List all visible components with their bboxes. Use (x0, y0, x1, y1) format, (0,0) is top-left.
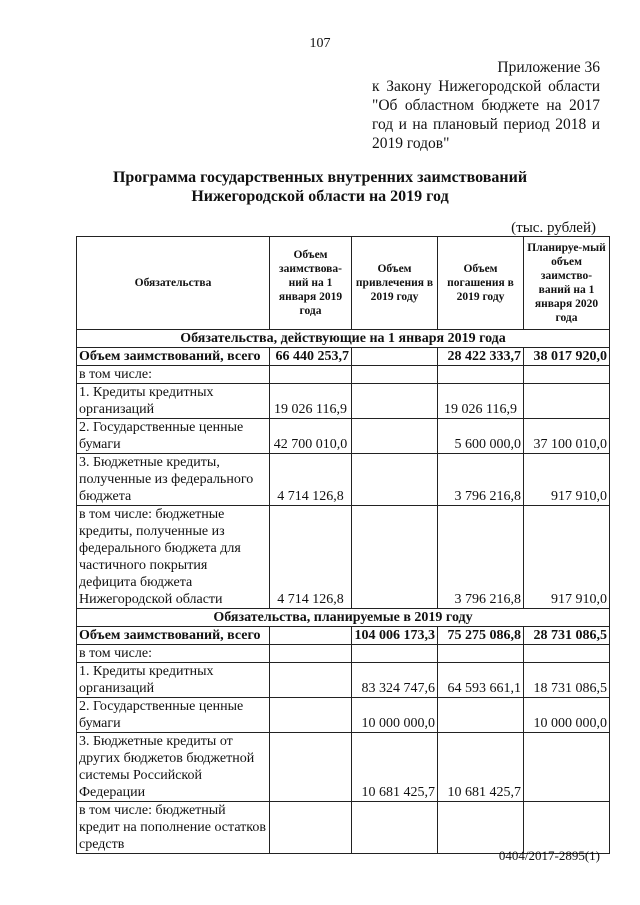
header-volume-jan-2020: Планируе-мый объем заимство-ваний на 1 января 2020 года (524, 237, 610, 330)
cell-attraction: 104 006 173,3 (352, 627, 438, 645)
page-number: 107 (309, 36, 331, 51)
cell-attraction (352, 802, 438, 854)
cell-repayment: 10 681 425,7 (438, 733, 524, 802)
section-heading: Обязательства, действующие на 1 января 2019 года (77, 330, 610, 348)
cell-repayment: 3 796 216,8 (438, 454, 524, 506)
row-label: в том числе: (77, 366, 270, 384)
appendix-line: "Об областном бюджете на 2017 (372, 97, 600, 114)
cell-volume-jan-2019 (270, 663, 352, 698)
document-title (0, 168, 640, 206)
cell-repayment (438, 698, 524, 733)
cell-repayment: 5 600 000,0 (438, 419, 524, 454)
table-header-row (77, 237, 610, 330)
row-label: 3. Бюджетные кредиты, полученные из федерального бюджета (77, 454, 270, 506)
cell-attraction (352, 645, 438, 663)
row-label: в том числе: бюджетный кредит на пополнение остатков средств (77, 802, 270, 854)
cell-attraction (352, 366, 438, 384)
cell-volume-jan-2019: 66 440 253,7 (270, 348, 352, 366)
document-code: 0404/2017-2895(1) (498, 848, 600, 863)
appendix-note (372, 58, 600, 153)
header-volume-jan-2019: Объем заимствова-ний на 1 января 2019 года (270, 237, 352, 330)
units-note: (тыс. рублей) (511, 220, 596, 236)
cell-volume-jan-2020 (524, 645, 610, 663)
appendix-line: 2019 годов" (372, 135, 450, 152)
cell-volume-jan-2019 (270, 698, 352, 733)
table-row (77, 733, 610, 802)
cell-volume-jan-2020 (524, 733, 610, 802)
row-label: 1. Кредиты кредитных организаций (77, 384, 270, 419)
cell-repayment (438, 366, 524, 384)
table-row (77, 802, 610, 854)
cell-volume-jan-2020: 28 731 086,5 (524, 627, 610, 645)
row-label: 3. Бюджетные кредиты от других бюджетов бюджетной системы Российской Федерации (77, 733, 270, 802)
cell-volume-jan-2019 (270, 733, 352, 802)
cell-attraction: 10 000 000,0 (352, 698, 438, 733)
appendix-line: Приложение 36 (497, 59, 600, 76)
cell-repayment: 28 422 333,7 (438, 348, 524, 366)
header-attraction-2019: Объем привлечения в 2019 году (352, 237, 438, 330)
cell-volume-jan-2019 (270, 366, 352, 384)
cell-attraction (352, 454, 438, 506)
cell-attraction (352, 506, 438, 609)
cell-volume-jan-2020: 18 731 086,5 (524, 663, 610, 698)
cell-volume-jan-2019: 42 700 010,0 (270, 419, 352, 454)
cell-volume-jan-2020 (524, 366, 610, 384)
table-row (77, 384, 610, 419)
appendix-line: к Закону Нижегородской области (372, 78, 600, 95)
cell-repayment: 19 026 116,9 (438, 384, 524, 419)
cell-attraction (352, 348, 438, 366)
cell-volume-jan-2019 (270, 802, 352, 854)
cell-volume-jan-2020: 917 910,0 (524, 506, 610, 609)
section-row (77, 330, 610, 348)
row-label: 2. Государственные ценные бумаги (77, 419, 270, 454)
cell-volume-jan-2020: 917 910,0 (524, 454, 610, 506)
cell-volume-jan-2019 (270, 627, 352, 645)
row-label: в том числе: бюджетные кредиты, полученные из федерального бюджета для частичного покрытия дефицита бюджета Нижегородской области (77, 506, 270, 609)
cell-repayment (438, 645, 524, 663)
cell-attraction (352, 419, 438, 454)
cell-repayment: 3 796 216,8 (438, 506, 524, 609)
header-obligations: Обязательства (77, 237, 270, 330)
title-line-2: Нижегородской области на 2019 год (191, 188, 449, 205)
section-row (77, 609, 610, 627)
cell-attraction (352, 384, 438, 419)
cell-repayment (438, 802, 524, 854)
table-row (77, 348, 610, 366)
cell-repayment: 75 275 086,8 (438, 627, 524, 645)
section-heading: Обязательства, планируемые в 2019 году (77, 609, 610, 627)
table-row (77, 366, 610, 384)
row-label: Объем заимствований, всего (77, 348, 270, 366)
cell-volume-jan-2020: 37 100 010,0 (524, 419, 610, 454)
cell-volume-jan-2020 (524, 384, 610, 419)
table-row (77, 645, 610, 663)
cell-volume-jan-2019 (270, 645, 352, 663)
appendix-line: год и на плановый период 2018 и (372, 116, 600, 133)
cell-attraction: 10 681 425,7 (352, 733, 438, 802)
cell-volume-jan-2020: 38 017 920,0 (524, 348, 610, 366)
cell-volume-jan-2020 (524, 802, 610, 854)
table-row (77, 663, 610, 698)
cell-volume-jan-2019: 4 714 126,8 (270, 454, 352, 506)
cell-attraction: 83 324 747,6 (352, 663, 438, 698)
table-row (77, 627, 610, 645)
cell-volume-jan-2019: 19 026 116,9 (270, 384, 352, 419)
row-label: в том числе: (77, 645, 270, 663)
table-row (77, 454, 610, 506)
header-repayment-2019: Объем погашения в 2019 году (438, 237, 524, 330)
title-line-1: Программа государственных внутренних заимствований (112, 169, 528, 186)
row-label: Объем заимствований, всего (77, 627, 270, 645)
table-row (77, 419, 610, 454)
table-row (77, 506, 610, 609)
cell-volume-jan-2019: 4 714 126,8 (270, 506, 352, 609)
cell-volume-jan-2020: 10 000 000,0 (524, 698, 610, 733)
table-row (77, 698, 610, 733)
cell-repayment: 64 593 661,1 (438, 663, 524, 698)
row-label: 1. Кредиты кредитных организаций (77, 663, 270, 698)
row-label: 2. Государственные ценные бумаги (77, 698, 270, 733)
borrowing-program-table (76, 236, 610, 854)
